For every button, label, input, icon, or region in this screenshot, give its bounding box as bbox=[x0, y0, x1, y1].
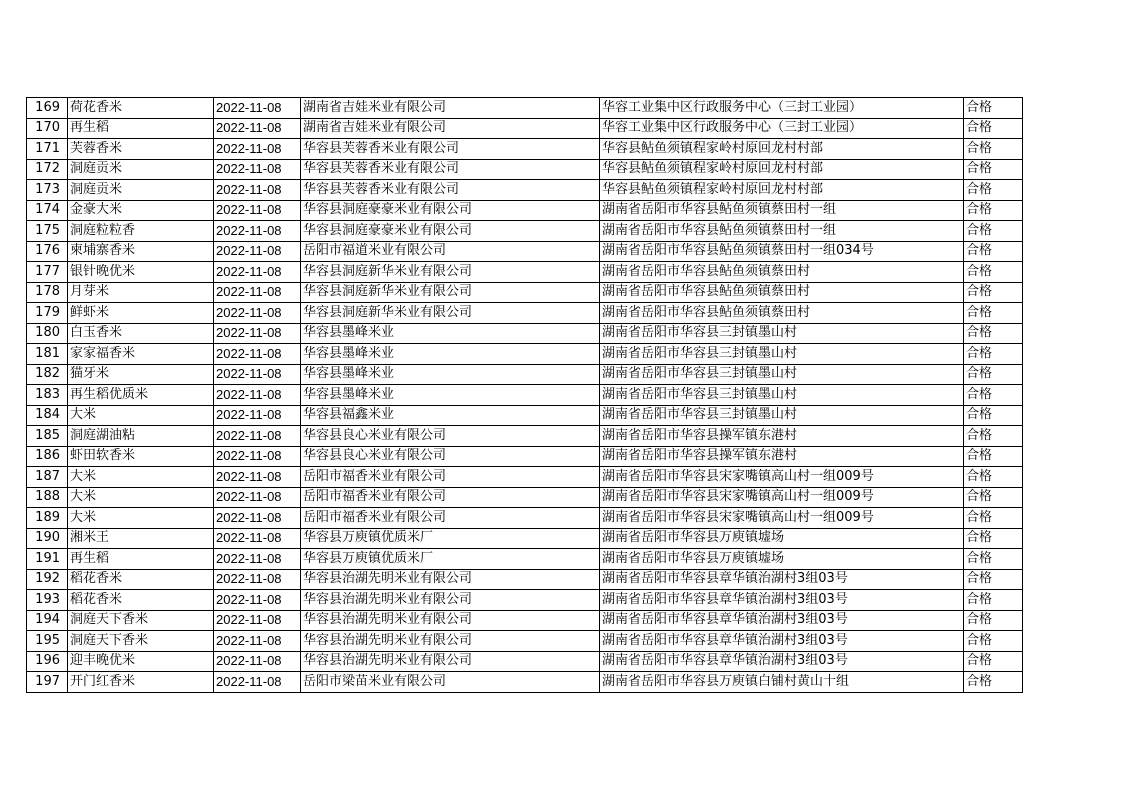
product-name-cell: 大米 bbox=[68, 467, 214, 488]
product-name-cell: 鲜虾米 bbox=[68, 303, 214, 324]
table-row bbox=[27, 159, 1023, 180]
sampling-date-cell: 2022-11-08 bbox=[214, 467, 301, 488]
result-cell: 合格 bbox=[964, 508, 1023, 529]
row-number-cell: 182 bbox=[27, 364, 68, 385]
product-name-cell: 洞庭粒粒香 bbox=[68, 221, 214, 242]
address-cell: 湖南省岳阳市华容县操军镇东港村 bbox=[600, 426, 964, 447]
table-row bbox=[27, 98, 1023, 119]
table-row bbox=[27, 241, 1023, 262]
table-body bbox=[27, 98, 1023, 693]
company-name-cell: 华容县墨峰米业 bbox=[301, 364, 600, 385]
result-cell: 合格 bbox=[964, 323, 1023, 344]
table-row bbox=[27, 426, 1023, 447]
address-cell: 湖南省岳阳市华容县鲇鱼须镇蔡田村一组 bbox=[600, 221, 964, 242]
sampling-date-cell: 2022-11-08 bbox=[214, 631, 301, 652]
row-number-cell: 173 bbox=[27, 180, 68, 201]
product-name-cell: 大米 bbox=[68, 487, 214, 508]
address-cell: 湖南省岳阳市华容县宋家嘴镇高山村一组009号 bbox=[600, 467, 964, 488]
row-number-cell: 181 bbox=[27, 344, 68, 365]
row-number-cell: 190 bbox=[27, 528, 68, 549]
product-name-cell: 大米 bbox=[68, 508, 214, 529]
row-number-cell: 193 bbox=[27, 590, 68, 611]
table-row bbox=[27, 446, 1023, 467]
company-name-cell: 湖南省吉娃米业有限公司 bbox=[301, 118, 600, 139]
result-cell: 合格 bbox=[964, 549, 1023, 570]
product-name-cell: 虾田软香米 bbox=[68, 446, 214, 467]
product-name-cell: 湘米王 bbox=[68, 528, 214, 549]
row-number-cell: 178 bbox=[27, 282, 68, 303]
sampling-date-cell: 2022-11-08 bbox=[214, 139, 301, 160]
result-cell: 合格 bbox=[964, 467, 1023, 488]
company-name-cell: 华容县墨峰米业 bbox=[301, 385, 600, 406]
company-name-cell: 湖南省吉娃米业有限公司 bbox=[301, 98, 600, 119]
result-cell: 合格 bbox=[964, 672, 1023, 693]
address-cell: 华容县鲇鱼须镇程家岭村原回龙村村部 bbox=[600, 139, 964, 160]
sampling-date-cell: 2022-11-08 bbox=[214, 446, 301, 467]
inspection-results-table bbox=[26, 97, 1023, 693]
company-name-cell: 华容县治湖先明米业有限公司 bbox=[301, 651, 600, 672]
product-name-cell: 银针晚优米 bbox=[68, 262, 214, 283]
address-cell: 湖南省岳阳市华容县三封镇墨山村 bbox=[600, 364, 964, 385]
row-number-cell: 194 bbox=[27, 610, 68, 631]
row-number-cell: 183 bbox=[27, 385, 68, 406]
row-number-cell: 175 bbox=[27, 221, 68, 242]
table-row bbox=[27, 487, 1023, 508]
result-cell: 合格 bbox=[964, 590, 1023, 611]
company-name-cell: 华容县治湖先明米业有限公司 bbox=[301, 590, 600, 611]
address-cell: 湖南省岳阳市华容县万庾镇墟场 bbox=[600, 549, 964, 570]
company-name-cell: 华容县洞庭豪豪米业有限公司 bbox=[301, 200, 600, 221]
table-row bbox=[27, 385, 1023, 406]
result-cell: 合格 bbox=[964, 364, 1023, 385]
company-name-cell: 华容县洞庭豪豪米业有限公司 bbox=[301, 221, 600, 242]
address-cell: 湖南省岳阳市华容县章华镇治湖村3组03号 bbox=[600, 569, 964, 590]
address-cell: 湖南省岳阳市华容县三封镇墨山村 bbox=[600, 385, 964, 406]
product-name-cell: 白玉香米 bbox=[68, 323, 214, 344]
table-row bbox=[27, 180, 1023, 201]
result-cell: 合格 bbox=[964, 528, 1023, 549]
row-number-cell: 191 bbox=[27, 549, 68, 570]
address-cell: 湖南省岳阳市华容县宋家嘴镇高山村一组009号 bbox=[600, 487, 964, 508]
table-row bbox=[27, 118, 1023, 139]
result-cell: 合格 bbox=[964, 159, 1023, 180]
sampling-date-cell: 2022-11-08 bbox=[214, 549, 301, 570]
sampling-date-cell: 2022-11-08 bbox=[214, 159, 301, 180]
product-name-cell: 洞庭贡米 bbox=[68, 159, 214, 180]
address-cell: 湖南省岳阳市华容县章华镇治湖村3组03号 bbox=[600, 631, 964, 652]
sampling-date-cell: 2022-11-08 bbox=[214, 118, 301, 139]
row-number-cell: 196 bbox=[27, 651, 68, 672]
address-cell: 湖南省岳阳市华容县万庾镇白铺村黄山十组 bbox=[600, 672, 964, 693]
sampling-date-cell: 2022-11-08 bbox=[214, 590, 301, 611]
company-name-cell: 华容县芙蓉香米业有限公司 bbox=[301, 139, 600, 160]
row-number-cell: 197 bbox=[27, 672, 68, 693]
row-number-cell: 171 bbox=[27, 139, 68, 160]
result-cell: 合格 bbox=[964, 180, 1023, 201]
company-name-cell: 华容县治湖先明米业有限公司 bbox=[301, 610, 600, 631]
product-name-cell: 荷花香米 bbox=[68, 98, 214, 119]
product-name-cell: 洞庭贡米 bbox=[68, 180, 214, 201]
company-name-cell: 华容县洞庭新华米业有限公司 bbox=[301, 282, 600, 303]
row-number-cell: 176 bbox=[27, 241, 68, 262]
table-row bbox=[27, 467, 1023, 488]
company-name-cell: 岳阳市福香米业有限公司 bbox=[301, 508, 600, 529]
address-cell: 湖南省岳阳市华容县章华镇治湖村3组03号 bbox=[600, 651, 964, 672]
row-number-cell: 174 bbox=[27, 200, 68, 221]
result-cell: 合格 bbox=[964, 487, 1023, 508]
sampling-date-cell: 2022-11-08 bbox=[214, 508, 301, 529]
row-number-cell: 184 bbox=[27, 405, 68, 426]
sampling-date-cell: 2022-11-08 bbox=[214, 303, 301, 324]
company-name-cell: 岳阳市梁苗米业有限公司 bbox=[301, 672, 600, 693]
company-name-cell: 华容县洞庭新华米业有限公司 bbox=[301, 262, 600, 283]
row-number-cell: 192 bbox=[27, 569, 68, 590]
product-name-cell: 稻花香米 bbox=[68, 569, 214, 590]
result-cell: 合格 bbox=[964, 139, 1023, 160]
row-number-cell: 177 bbox=[27, 262, 68, 283]
sampling-date-cell: 2022-11-08 bbox=[214, 487, 301, 508]
product-name-cell: 金豪大米 bbox=[68, 200, 214, 221]
address-cell: 湖南省岳阳市华容县鲇鱼须镇蔡田村一组034号 bbox=[600, 241, 964, 262]
company-name-cell: 华容县万庾镇优质米厂 bbox=[301, 549, 600, 570]
sampling-date-cell: 2022-11-08 bbox=[214, 672, 301, 693]
table-row bbox=[27, 323, 1023, 344]
table-row bbox=[27, 282, 1023, 303]
product-name-cell: 再生稻 bbox=[68, 118, 214, 139]
product-name-cell: 柬埔寨香米 bbox=[68, 241, 214, 262]
table-row bbox=[27, 569, 1023, 590]
address-cell: 湖南省岳阳市华容县宋家嘴镇高山村一组009号 bbox=[600, 508, 964, 529]
table-row bbox=[27, 672, 1023, 693]
product-name-cell: 月芽米 bbox=[68, 282, 214, 303]
table-row bbox=[27, 221, 1023, 242]
address-cell: 华容工业集中区行政服务中心（三封工业园） bbox=[600, 118, 964, 139]
product-name-cell: 开门红香米 bbox=[68, 672, 214, 693]
address-cell: 湖南省岳阳市华容县鲇鱼须镇蔡田村 bbox=[600, 282, 964, 303]
sampling-date-cell: 2022-11-08 bbox=[214, 569, 301, 590]
table-row bbox=[27, 344, 1023, 365]
company-name-cell: 华容县万庾镇优质米厂 bbox=[301, 528, 600, 549]
table-row bbox=[27, 528, 1023, 549]
address-cell: 湖南省岳阳市华容县章华镇治湖村3组03号 bbox=[600, 590, 964, 611]
table-row bbox=[27, 364, 1023, 385]
table-row bbox=[27, 303, 1023, 324]
table-row bbox=[27, 262, 1023, 283]
product-name-cell: 大米 bbox=[68, 405, 214, 426]
company-name-cell: 华容县芙蓉香米业有限公司 bbox=[301, 180, 600, 201]
sampling-date-cell: 2022-11-08 bbox=[214, 364, 301, 385]
row-number-cell: 172 bbox=[27, 159, 68, 180]
company-name-cell: 华容县治湖先明米业有限公司 bbox=[301, 631, 600, 652]
company-name-cell: 岳阳市福道米业有限公司 bbox=[301, 241, 600, 262]
table-row bbox=[27, 200, 1023, 221]
company-name-cell: 岳阳市福香米业有限公司 bbox=[301, 467, 600, 488]
row-number-cell: 195 bbox=[27, 631, 68, 652]
product-name-cell: 家家福香米 bbox=[68, 344, 214, 365]
result-cell: 合格 bbox=[964, 200, 1023, 221]
row-number-cell: 179 bbox=[27, 303, 68, 324]
address-cell: 华容县鲇鱼须镇程家岭村原回龙村村部 bbox=[600, 159, 964, 180]
row-number-cell: 186 bbox=[27, 446, 68, 467]
company-name-cell: 华容县洞庭新华米业有限公司 bbox=[301, 303, 600, 324]
sampling-date-cell: 2022-11-08 bbox=[214, 262, 301, 283]
company-name-cell: 华容县墨峰米业 bbox=[301, 323, 600, 344]
result-cell: 合格 bbox=[964, 446, 1023, 467]
row-number-cell: 169 bbox=[27, 98, 68, 119]
product-name-cell: 洞庭湖油粘 bbox=[68, 426, 214, 447]
table-row bbox=[27, 405, 1023, 426]
sampling-date-cell: 2022-11-08 bbox=[214, 221, 301, 242]
address-cell: 湖南省岳阳市华容县鲇鱼须镇蔡田村 bbox=[600, 262, 964, 283]
address-cell: 湖南省岳阳市华容县鲇鱼须镇蔡田村 bbox=[600, 303, 964, 324]
sampling-date-cell: 2022-11-08 bbox=[214, 344, 301, 365]
product-name-cell: 洞庭天下香米 bbox=[68, 631, 214, 652]
address-cell: 湖南省岳阳市华容县三封镇墨山村 bbox=[600, 323, 964, 344]
result-cell: 合格 bbox=[964, 303, 1023, 324]
table-row bbox=[27, 651, 1023, 672]
sampling-date-cell: 2022-11-08 bbox=[214, 323, 301, 344]
company-name-cell: 华容县芙蓉香米业有限公司 bbox=[301, 159, 600, 180]
row-number-cell: 188 bbox=[27, 487, 68, 508]
company-name-cell: 华容县良心米业有限公司 bbox=[301, 446, 600, 467]
sampling-date-cell: 2022-11-08 bbox=[214, 180, 301, 201]
table-row bbox=[27, 508, 1023, 529]
row-number-cell: 180 bbox=[27, 323, 68, 344]
sampling-date-cell: 2022-11-08 bbox=[214, 98, 301, 119]
sampling-date-cell: 2022-11-08 bbox=[214, 282, 301, 303]
company-name-cell: 华容县良心米业有限公司 bbox=[301, 426, 600, 447]
result-cell: 合格 bbox=[964, 221, 1023, 242]
product-name-cell: 洞庭天下香米 bbox=[68, 610, 214, 631]
address-cell: 湖南省岳阳市华容县三封镇墨山村 bbox=[600, 405, 964, 426]
row-number-cell: 189 bbox=[27, 508, 68, 529]
result-cell: 合格 bbox=[964, 385, 1023, 406]
company-name-cell: 华容县墨峰米业 bbox=[301, 344, 600, 365]
address-cell: 湖南省岳阳市华容县操军镇东港村 bbox=[600, 446, 964, 467]
result-cell: 合格 bbox=[964, 569, 1023, 590]
result-cell: 合格 bbox=[964, 98, 1023, 119]
result-cell: 合格 bbox=[964, 610, 1023, 631]
address-cell: 湖南省岳阳市华容县万庾镇墟场 bbox=[600, 528, 964, 549]
address-cell: 华容县鲇鱼须镇程家岭村原回龙村村部 bbox=[600, 180, 964, 201]
sampling-date-cell: 2022-11-08 bbox=[214, 426, 301, 447]
table-row bbox=[27, 631, 1023, 652]
sampling-date-cell: 2022-11-08 bbox=[214, 241, 301, 262]
address-cell: 湖南省岳阳市华容县三封镇墨山村 bbox=[600, 344, 964, 365]
sampling-date-cell: 2022-11-08 bbox=[214, 651, 301, 672]
address-cell: 华容工业集中区行政服务中心（三封工业园） bbox=[600, 98, 964, 119]
company-name-cell: 华容县福鑫米业 bbox=[301, 405, 600, 426]
sampling-date-cell: 2022-11-08 bbox=[214, 405, 301, 426]
result-cell: 合格 bbox=[964, 426, 1023, 447]
result-cell: 合格 bbox=[964, 651, 1023, 672]
sampling-date-cell: 2022-11-08 bbox=[214, 610, 301, 631]
sampling-date-cell: 2022-11-08 bbox=[214, 200, 301, 221]
result-cell: 合格 bbox=[964, 405, 1023, 426]
result-cell: 合格 bbox=[964, 262, 1023, 283]
table-row bbox=[27, 139, 1023, 160]
product-name-cell: 猫牙米 bbox=[68, 364, 214, 385]
product-name-cell: 再生稻 bbox=[68, 549, 214, 570]
product-name-cell: 迎丰晚优米 bbox=[68, 651, 214, 672]
row-number-cell: 170 bbox=[27, 118, 68, 139]
table-row bbox=[27, 549, 1023, 570]
product-name-cell: 芙蓉香米 bbox=[68, 139, 214, 160]
result-cell: 合格 bbox=[964, 631, 1023, 652]
address-cell: 湖南省岳阳市华容县鲇鱼须镇蔡田村一组 bbox=[600, 200, 964, 221]
product-name-cell: 稻花香米 bbox=[68, 590, 214, 611]
product-name-cell: 再生稻优质米 bbox=[68, 385, 214, 406]
result-cell: 合格 bbox=[964, 118, 1023, 139]
company-name-cell: 华容县治湖先明米业有限公司 bbox=[301, 569, 600, 590]
table-row bbox=[27, 590, 1023, 611]
result-cell: 合格 bbox=[964, 241, 1023, 262]
company-name-cell: 岳阳市福香米业有限公司 bbox=[301, 487, 600, 508]
sampling-date-cell: 2022-11-08 bbox=[214, 528, 301, 549]
table-row bbox=[27, 610, 1023, 631]
result-cell: 合格 bbox=[964, 282, 1023, 303]
sampling-date-cell: 2022-11-08 bbox=[214, 385, 301, 406]
row-number-cell: 185 bbox=[27, 426, 68, 447]
address-cell: 湖南省岳阳市华容县章华镇治湖村3组03号 bbox=[600, 610, 964, 631]
result-cell: 合格 bbox=[964, 344, 1023, 365]
row-number-cell: 187 bbox=[27, 467, 68, 488]
